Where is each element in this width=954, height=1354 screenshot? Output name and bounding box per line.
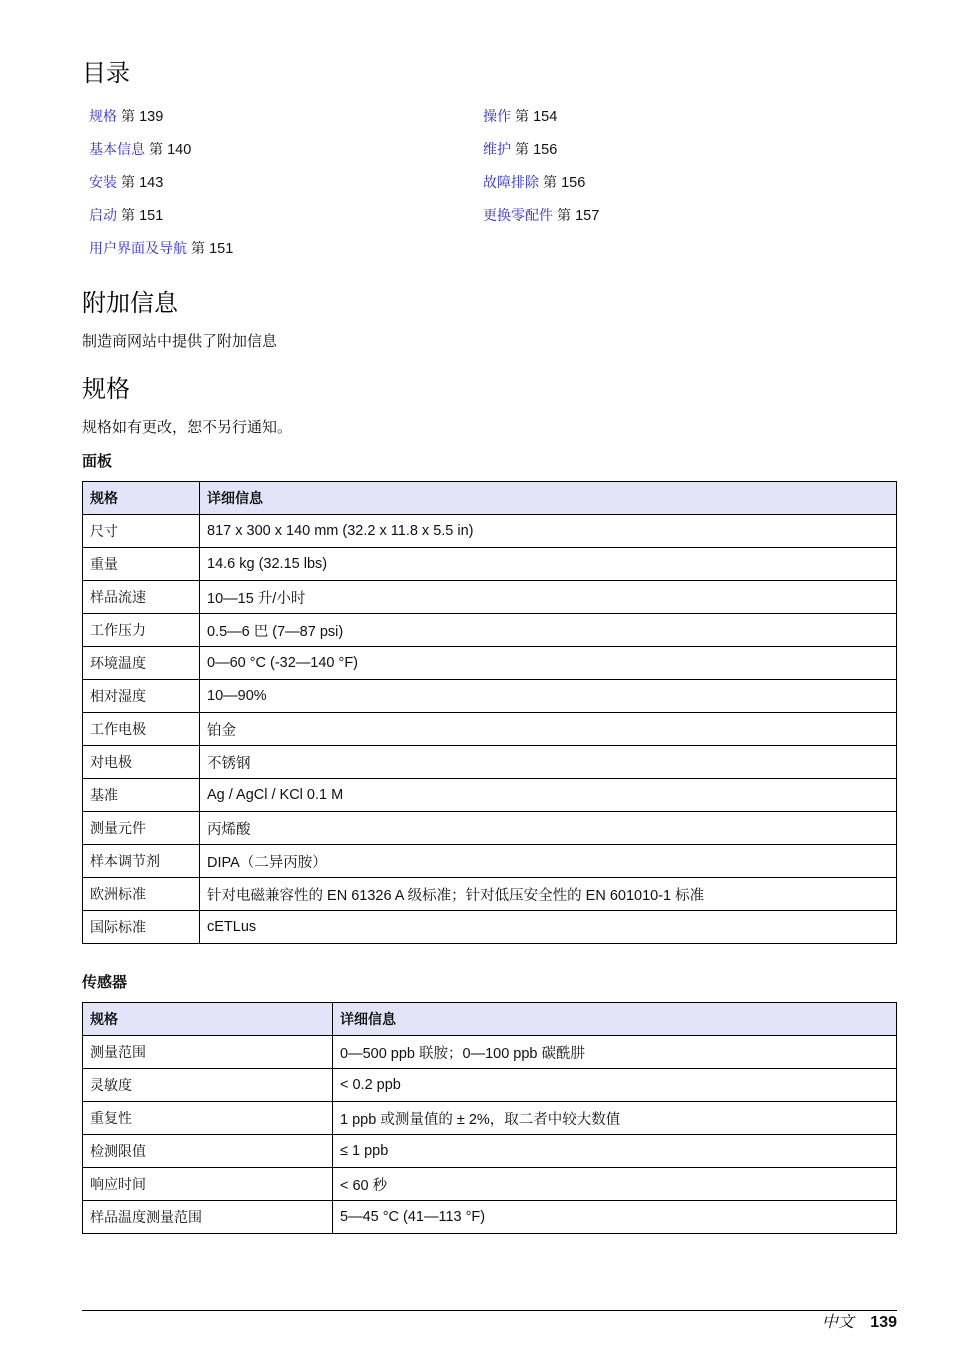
toc-page-word: 第 [515,142,530,158]
toc-page-number: 154 [533,109,558,125]
specifications-note: 规格如有更改，恕不另行通知。 [82,418,293,436]
toc-link-specifications[interactable]: 规格 [89,109,117,125]
table-row [83,581,897,614]
toc-page-word: 第 [149,142,164,158]
spec-name: 欧洲标准 [83,878,200,911]
table-row [83,812,897,845]
toc-link-installation[interactable]: 安装 [89,175,117,191]
toc-link-maintenance[interactable]: 维护 [483,142,511,158]
toc-page-number: 151 [209,241,234,257]
toc-page-word: 第 [191,241,206,257]
specifications-title: 规格 [82,375,130,403]
spec-name: 尺寸 [83,515,200,548]
spec-value: < 0.2 ppb [333,1069,897,1102]
toc-title: 目录 [82,59,130,87]
toc-entry [483,137,599,170]
table-row [83,680,897,713]
footer-language: 中文 [821,1312,854,1331]
spec-value: 针对电磁兼容性的 EN 61326 A 级标准；针对低压安全性的 EN 601010-1 标准 [200,878,897,911]
spec-value: 1 ppb 或测量值的 ± 2%，取二者中较大数值 [333,1102,897,1135]
spec-value: ≤ 1 ppb [333,1135,897,1168]
table-row [83,878,897,911]
spec-value: 10—15 升/小时 [200,581,897,614]
spec-value: 817 x 300 x 140 mm (32.2 x 11.8 x 5.5 in) [200,515,897,548]
toc-link-operation[interactable]: 操作 [483,109,511,125]
spec-value: DIPA（二异丙胺） [200,845,897,878]
column-header-details: 详细信息 [200,482,897,515]
toc-page-word: 第 [121,109,136,125]
table-row [83,779,897,812]
table-row [83,614,897,647]
toc-entry [89,203,233,236]
table-row [83,1069,897,1102]
table-row [83,548,897,581]
toc-link-replacement-parts[interactable]: 更换零配件 [483,208,553,224]
toc-page-number: 156 [561,175,586,191]
spec-name: 重量 [83,548,200,581]
table-row [83,1135,897,1168]
table-row [83,515,897,548]
spec-value: Ag / AgCl / KCl 0.1 M [200,779,897,812]
table-row [83,1036,897,1069]
toc-entry [483,170,599,203]
table-row [83,1168,897,1201]
table-row [83,1102,897,1135]
spec-name: 样本调节剂 [83,845,200,878]
spec-name: 样品温度测量范围 [83,1201,333,1234]
footer-divider [82,1310,897,1311]
table-header-row [83,1003,897,1036]
spec-name: 灵敏度 [83,1069,333,1102]
toc-page-number: 156 [533,142,558,158]
toc-page-number: 151 [139,208,164,224]
toc-link-user-interface[interactable]: 用户界面及导航 [89,241,187,257]
toc-entry [89,137,233,170]
spec-name: 测量元件 [83,812,200,845]
spec-name: 相对湿度 [83,680,200,713]
toc-link-troubleshooting[interactable]: 故障排除 [483,175,539,191]
spec-name: 响应时间 [83,1168,333,1201]
toc-page-word: 第 [515,109,530,125]
sensor-spec-table [82,1002,897,1234]
page-footer [822,1311,897,1334]
spec-name: 对电极 [83,746,200,779]
toc-entry [89,236,233,269]
spec-value: 10—90% [200,680,897,713]
toc-entry [483,203,599,236]
spec-name: 样品流速 [83,581,200,614]
panel-heading: 面板 [82,452,113,470]
toc-page-number: 140 [167,142,192,158]
spec-value: 0.5—6 巴 (7—87 psi) [200,614,897,647]
table-row [83,845,897,878]
toc-page-number: 157 [575,208,600,224]
spec-name: 工作电极 [83,713,200,746]
additional-info-title: 附加信息 [82,289,178,317]
toc-entry [483,104,599,137]
toc-right-column [483,104,599,236]
toc-entry [89,104,233,137]
table-row [83,746,897,779]
column-header-spec: 规格 [83,482,200,515]
additional-info-text: 制造商网站中提供了附加信息 [82,332,278,350]
toc-page-number: 139 [139,109,164,125]
spec-value: < 60 秒 [333,1168,897,1201]
spec-value: 丙烯酸 [200,812,897,845]
spec-name: 重复性 [83,1102,333,1135]
column-header-spec: 规格 [83,1003,333,1036]
toc-entry [89,170,233,203]
spec-value: 不锈钢 [200,746,897,779]
toc-page-word: 第 [121,208,136,224]
table-header-row [83,482,897,515]
footer-page-number: 139 [870,1314,897,1331]
toc-page-number: 143 [139,175,164,191]
toc-page-word: 第 [557,208,572,224]
spec-name: 检测限值 [83,1135,333,1168]
spec-name: 基准 [83,779,200,812]
sensor-heading: 传感器 [82,973,128,991]
table-row [83,1201,897,1234]
spec-name: 国际标准 [83,911,200,944]
column-header-details: 详细信息 [333,1003,897,1036]
table-row [83,911,897,944]
spec-name: 环境温度 [83,647,200,680]
panel-spec-table [82,481,897,944]
table-row [83,713,897,746]
table-row [83,647,897,680]
toc-link-general-information[interactable]: 基本信息 [89,142,145,158]
toc-link-startup[interactable]: 启动 [89,208,117,224]
toc-left-column [89,104,233,269]
spec-value: cETLus [200,911,897,944]
spec-name: 测量范围 [83,1036,333,1069]
spec-value: 0—60 °C (-32—140 °F) [200,647,897,680]
spec-value: 铂金 [200,713,897,746]
toc-page-word: 第 [121,175,136,191]
spec-value: 14.6 kg (32.15 lbs) [200,548,897,581]
spec-value: 5—45 °C (41—113 °F) [333,1201,897,1234]
spec-value: 0—500 ppb 联胺；0—100 ppb 碳酰肼 [333,1036,897,1069]
spec-name: 工作压力 [83,614,200,647]
toc-page-word: 第 [543,175,558,191]
